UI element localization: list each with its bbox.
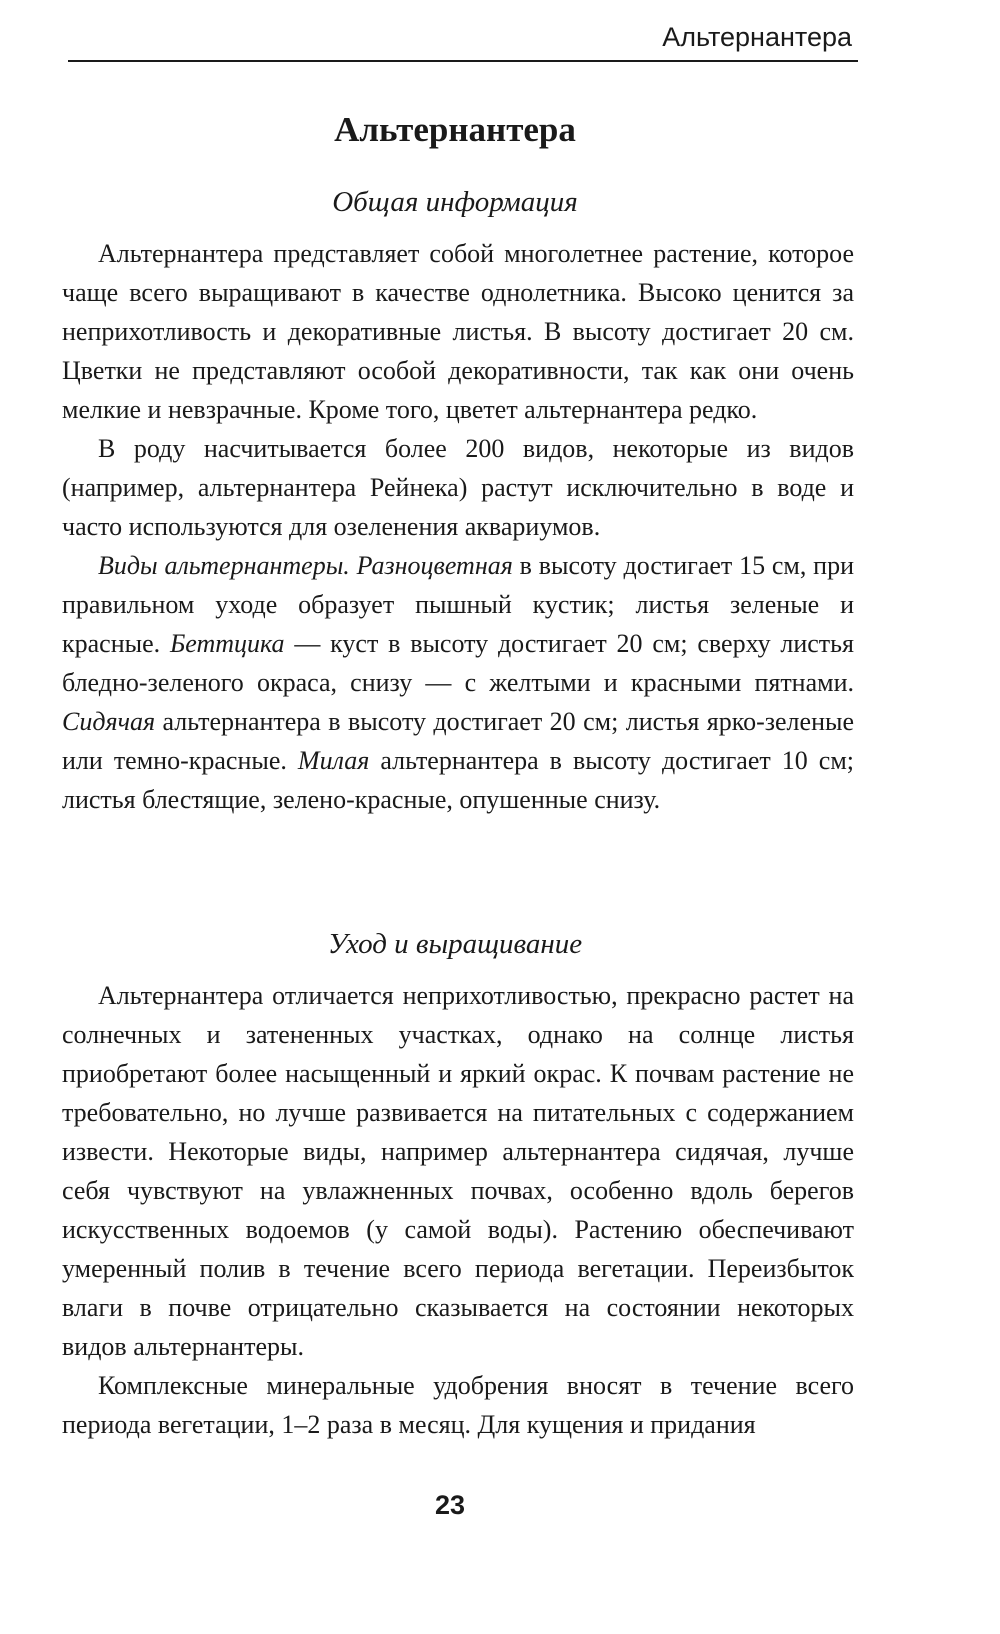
species-description: альтернантера в высоту достигает 20 см; листья ярко-зеленые или темно-красные. — [62, 707, 854, 775]
species-paragraph — [62, 546, 854, 819]
paragraph: В роду насчитывается более 200 видов, некоторые из видов (например, альтернантера Рейнека) растут исключительно в воде и часто используются для озеленения аквариумов. — [62, 434, 854, 541]
species-description: — куст в высоту достигает 20 см; сверху листья бледно-зеленого окраса, снизу — с желтыми и красными пятнами. — [62, 629, 854, 697]
species-name: Беттцика — [169, 629, 285, 658]
species-name: Разноцветная — [356, 551, 513, 580]
species-name: Милая — [297, 746, 370, 775]
species-description: альтернантера в высоту достигает 10 см; листья блестящие, зелено-красные, опушенные снизу. — [62, 746, 854, 814]
species-description: в высоту достигает 15 см, при правильном уходе образует пышный кустик; листья зеленые и красные. — [62, 551, 854, 658]
section-care-body — [62, 976, 854, 1444]
page-title: Альтернантера — [334, 110, 576, 149]
section-heading-general: Общая информация — [332, 186, 578, 218]
paragraph: Комплексные минеральные удобрения вносят в течение всего периода вегетации, 1–2 раза в месяц. Для кущения и придания — [62, 1371, 854, 1439]
species-label: Виды альтернантеры. — [98, 551, 350, 580]
page-number: 23 — [434, 1490, 466, 1520]
paragraph: Альтернантера отличается неприхотливостью, прекрасно растет на солнечных и затененных участках, однако на солнце листья приобретают более насыщенный и яркий окрас. К почвам растение не требовательно, но лучше развивается на питательных с содержанием извести. Некоторые виды, например альтернантера сидячая, лучше себя чувствуют на увлажненных почвах, особенно вдоль берегов искусственных водоемов (у самой воды). Растению обеспечивают умеренный полив в течение всего периода вегетации. Переизбыток влаги в почве отрицательно сказывается на состоянии некоторых видов альтернантеры. — [62, 981, 854, 1361]
section-heading-care: Уход и выращивание — [327, 928, 583, 960]
paragraph: Альтернантера представляет собой многолетнее растение, которое чаще всего выращивают в качестве однолетника. Высоко ценится за неприхотливость и декоративные листья. В высоту достигает 20 см. Цветки не представляют особой декоративности, так как они очень мелкие и невзрачные. Кроме того, цветет альтернантера редко. — [62, 239, 854, 424]
running-head — [68, 18, 858, 62]
running-head-title: Альтернантера — [662, 22, 852, 52]
species-name: Сидячая — [62, 707, 156, 736]
section-general-body — [62, 234, 854, 819]
